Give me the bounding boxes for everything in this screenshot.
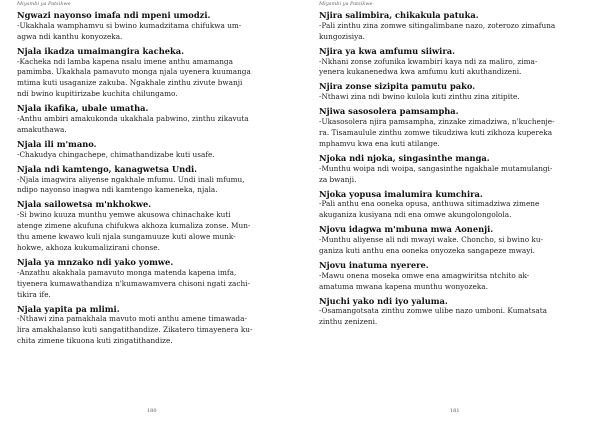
proverb-title: Njala ndi kamtengo, kanagwetsa Undi. [17,163,198,174]
explanation-line: mtima kuti usaganize zakuba. Ngakhale zinthu zivute bwanji [17,78,243,88]
explanation-line: thu amene kwawo kuli njala sungamuuze kuti alowe munk- [17,232,236,242]
explanation-line: -Pali zinthu zina zomwe sitingalimbane nazo, zoterozo zimafuna [319,20,556,30]
proverb-title: Njovu idagwa m'mbuna mwa Aonenji. [319,224,494,235]
proverb-entry [319,81,585,103]
proverb-explanation [17,57,287,101]
explanation-line: yenera kukanenedwa kwa amfumu kuti akuthandizeni. [319,67,522,77]
explanation-line: tikira ife. [17,289,51,299]
proverb-entry [17,10,287,43]
proverb-explanation [17,175,287,197]
proverb-explanation [17,314,287,347]
proverb-explanation [319,57,585,79]
explanation-line: agwa ndi kanthu konyozeka. [17,31,123,41]
proverb-entry [319,46,585,79]
proverb-title: Njala ikadza umaimangira kacheka. [17,45,185,56]
explanation-line: -Osamangotsata zinthu zomwe ulibe nazo umboni. Kumatsata [319,306,547,316]
proverb-title: Njala ikafika, ubale umatha. [17,103,149,114]
explanation-line: ra. Tisamaulule zinthu zomwe tikudziwa kuti zikhoza kupereka [319,127,553,137]
proverb-explanation [17,21,287,43]
proverb-title: Njala ili m'mano. [17,138,97,149]
explanation-line: -Nthawi zina ndi bwino kulola kuti zinthu zina zitipite. [319,92,520,102]
explanation-line: -Si bwino kuuza munthu yemwe akusowa chinachake kuti [17,210,231,220]
proverb-entry [17,164,287,197]
explanation-line: -Pali anthu ena ooneka opusa, anthuwa sitimadziwa zimene [319,199,540,209]
proverb-entry [319,189,585,222]
proverb-entry [17,304,287,348]
explanation-line: ganiza kuti anthu ena ooneka onyozeka sangapeze mwayi. [319,245,535,255]
proverb-entry [17,46,287,100]
proverb-explanation [319,306,585,328]
explanation-line: akuganiza kusiyana ndi ena omwe akungolongolola. [319,210,512,220]
proverb-explanation [319,271,585,293]
explanation-line: hokwe, akhoza kukumalizirani chonse. [17,242,160,252]
proverb-explanation [319,199,585,221]
proverb-title: Njala ya mnzako ndi yako yomwe. [17,256,174,267]
explanation-line: pamimba. Ukakhala pamavuto monga njala uyenera kuumanga [17,67,251,77]
explanation-line: -Anthu ambiri amakukonda ukakhala pabwino, zinthu zikavuta [17,114,249,124]
proverb-explanation [17,150,287,161]
page-number: 180 [147,408,157,414]
proverb-explanation [319,21,585,43]
explanation-line: zinthu zenizeni. [319,317,378,327]
running-head: Miyambi ya Patsikwe [319,1,373,7]
explanation-line: za bwanji. [319,174,357,184]
proverb-entry [319,260,585,293]
proverb-explanation [319,164,585,186]
proverb-entry [17,257,287,301]
proverb-entry [319,106,585,150]
right-page [300,0,600,424]
explanation-line: lira amakhalanso kuti sangatithandize. Zikatero timayenera ku- [17,325,253,335]
proverb-explanation [319,92,585,103]
proverb-title: Njala yapita pa mlimi. [17,303,120,314]
proverb-entry [319,153,585,186]
explanation-line: -Nthawi zina pamakhala mavuto moti anthu amene timawada- [17,314,247,324]
explanation-line: -Kacheka ndi lamba kapena nsalu imene anthu amamanga [17,56,233,66]
proverb-explanation [17,210,287,254]
proverb-title: Ngwazi nayonso imafa ndi mpeni umodzi. [17,10,211,20]
proverb-explanation [17,268,287,301]
proverb-title: Njiwa sasosolera pamsampha. [319,106,459,117]
proverb-entry [319,296,585,329]
explanation-line: -Chakudya chingachepe, chimathandizabe kuti usafe. [17,149,215,159]
explanation-line: -Njala imagwira aliyense ngakhale mfumu. Undi inali mfumu, [17,174,245,184]
explanation-line: ndi bwino kupitirizabe kuchita chilungamo. [17,89,178,99]
running-head: Miyambi ya Patsikwe [17,1,71,7]
proverb-title: Njira salimbira, chikakula patuka. [319,10,479,20]
explanation-line: -Nkhani zonse zofunika kwambiri kaya ndi za maliro, zima- [319,56,538,66]
proverb-title: Njira ya kwa amfumu siiwira. [319,45,455,56]
proverb-explanation [319,117,585,150]
explanation-line: -Ukasosolera njira pamsampha, zinzake zimadziwa, n'kuchenje- [319,117,555,126]
proverb-title: Njuchi yako ndi iyo yaluma. [319,295,448,306]
proverb-explanation [319,235,585,257]
proverb-title: Njoka yopusa imalumira kumchira. [319,188,483,199]
page-number: 181 [450,408,460,414]
proverb-entry [319,224,585,257]
explanation-line: ndipo nayonso inagwa ndi kamtengo kameneka, njala. [17,185,218,195]
proverb-list [319,10,585,331]
proverb-entry [319,10,585,43]
proverb-title: Njala sailowetsa m'nkhokwe. [17,199,152,210]
proverb-entry [17,139,287,161]
explanation-line: -Munthu woipa ndi woipa, sangasinthe ngakhale mutamulangi- [319,163,553,173]
proverb-title: Njovu inatuma nyerere. [319,259,429,270]
explanation-line: mphamvu kwa ena kuti atilange. [319,138,440,148]
explanation-line: -Ukakhala wamphamvu si bwino kumadzitama chifukwa um- [17,20,242,30]
explanation-line: -Anzathu akakhala pamavuto monga matenda kapena imfa, [17,267,237,277]
explanation-line: amakuthawa. [17,124,67,134]
proverb-explanation [17,114,287,136]
proverb-title: Njoka ndi njoka, singasinthe manga. [319,152,490,163]
proverb-list [17,10,287,350]
explanation-line: kungozisiya. [319,31,365,41]
explanation-line: tiyenera kumawathandiza n'kumawamvera chisoni ngati zachi- [17,278,250,288]
proverb-entry [17,103,287,136]
proverb-entry [17,199,287,253]
explanation-line: atenge zimene akufuna chifukwa akhoza kumaliza zonse. Mun- [17,221,251,231]
explanation-line: -Munthu aliyense ali ndi mwayi wake. Choncho, si bwino ku- [319,235,543,245]
explanation-line: amatuma mwana kapena munthu wonyozeka. [319,281,488,291]
proverb-title: Njira zonse sizipita pamutu pako. [319,81,476,92]
explanation-line: -Mawu onena moseka omwe ena amagwiritsa ntchito ak- [319,270,530,280]
explanation-line: chita zimene tikuona kuti zingatithandize. [17,336,173,346]
